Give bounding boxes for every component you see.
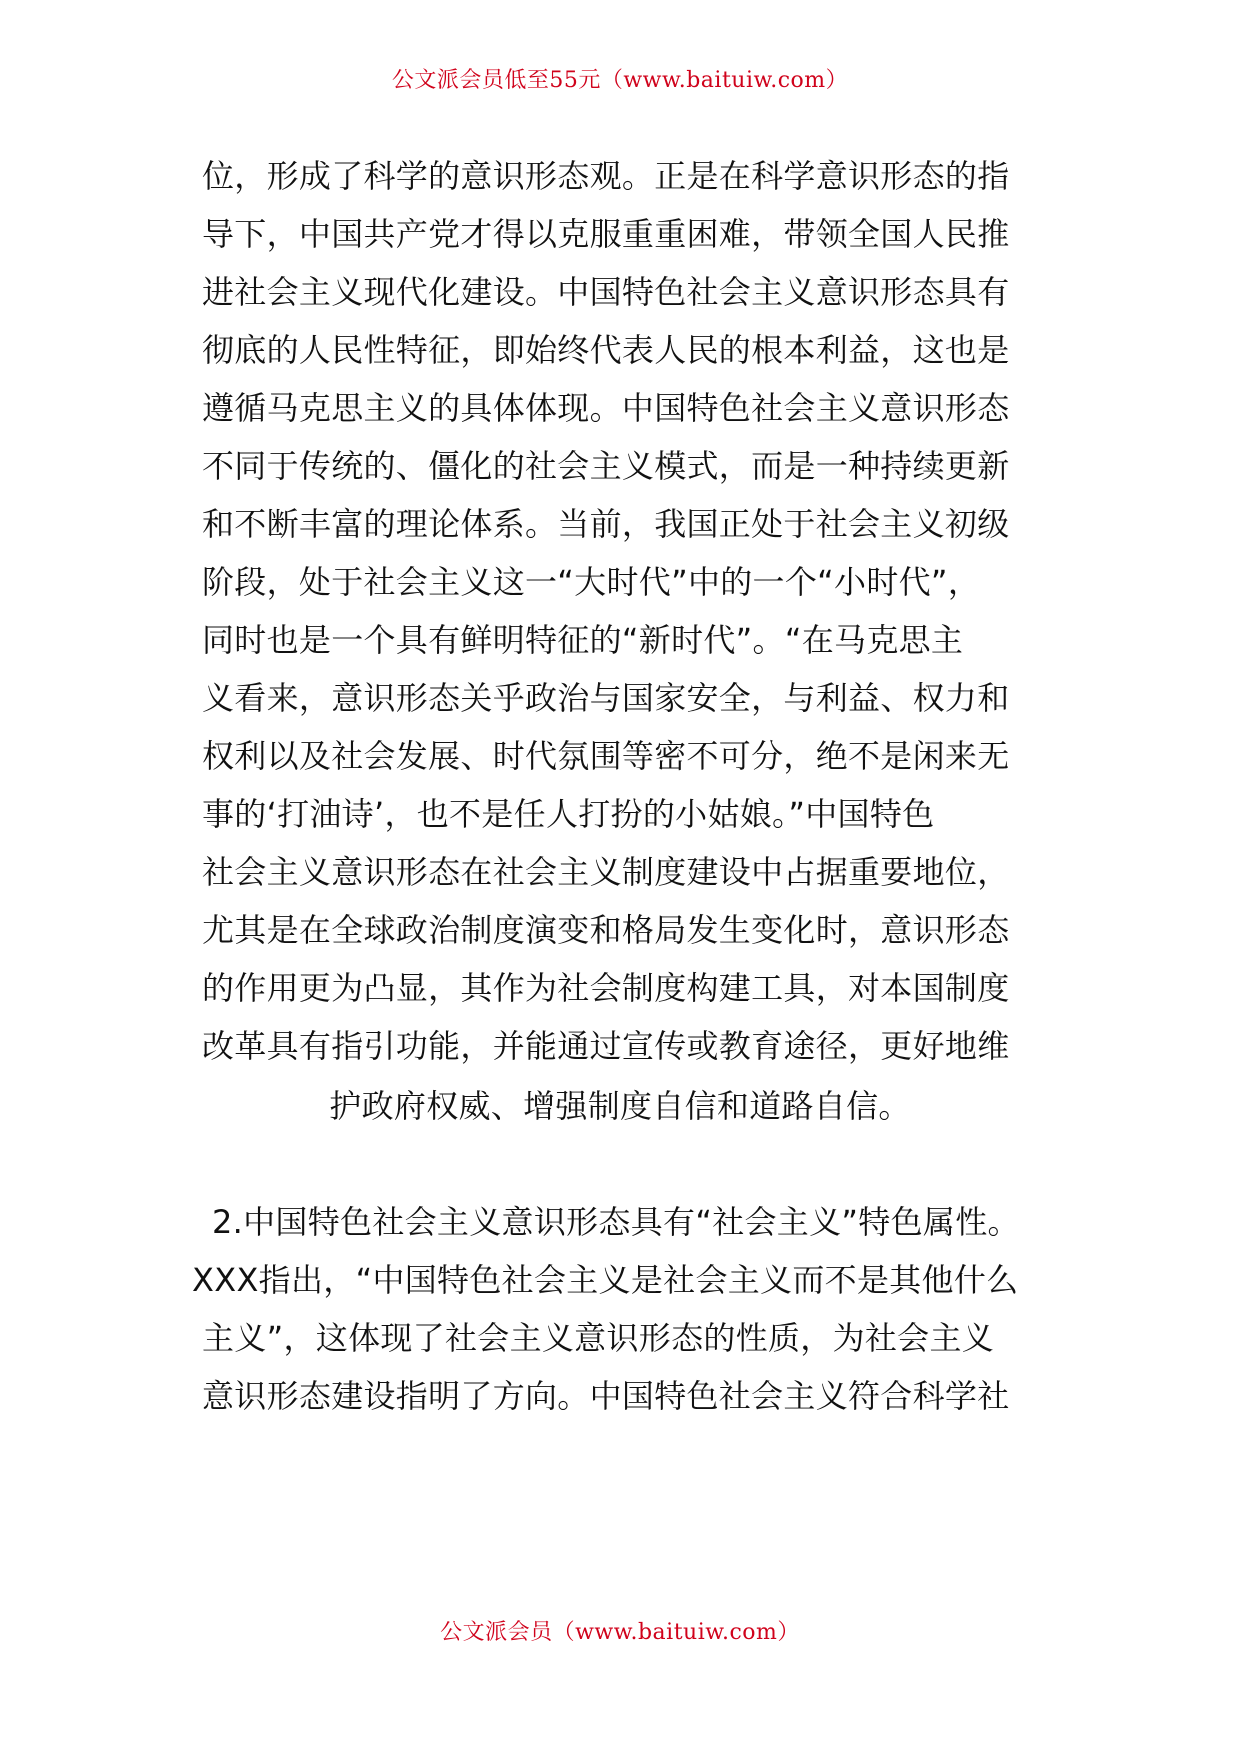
paragraph-1-line: 导下，中国共产党才得以克服重重困难，带领全国人民推 — [202, 215, 1010, 253]
paragraph-1-line: 进社会主义现代化建设。中国特色社会主义意识形态具有 — [202, 273, 1010, 311]
paragraph-1-line: 权利以及社会发展、时代氛围等密不可分，绝不是闲来无 — [202, 737, 1010, 775]
paragraph-2-line: 意识形态建设指明了方向。中国特色社会主义符合科学社 — [202, 1377, 1010, 1415]
paragraph-1-line: 不同于传统的、僵化的社会主义模式，而是一种持续更新 — [202, 447, 1010, 485]
paragraph-1-line: 彻底的人民性特征，即始终代表人民的根本利益，这也是 — [202, 331, 1010, 369]
paragraph-1-last-line: 护政府权威、增强制度自信和道路自信。 — [329, 1087, 911, 1125]
paragraph-1-line: 位，形成了科学的意识形态观。正是在科学意识形态的指 — [202, 157, 1010, 195]
paragraph-2-line: XXX指出，“中国特色社会主义是社会主义而不是其他什么 — [192, 1261, 1019, 1299]
paragraph-1-line: 社会主义意识形态在社会主义制度建设中占据重要地位， — [202, 853, 1010, 891]
paragraph-1-line: 事的‘打油诗’，也不是任人打扮的小姑娘。”中国特色 — [202, 795, 935, 833]
paragraph-2-line: 2.中国特色社会主义意识形态具有“社会主义”特色属性。 — [212, 1203, 1020, 1241]
paragraph-2-line: 主义”，这体现了社会主义意识形态的性质，为社会主义 — [202, 1319, 995, 1357]
paragraph-1-line: 的作用更为凸显，其作为社会制度构建工具，对本国制度 — [202, 969, 1010, 1007]
paragraph-1-line: 尤其是在全球政治制度演变和格局发生变化时，意识形态 — [202, 911, 1010, 949]
paragraph-1-line: 阶段，处于社会主义这一“大时代”中的一个“小时代”， — [202, 563, 981, 601]
paragraph-1-line: 和不断丰富的理论体系。当前，我国正处于社会主义初级 — [202, 505, 1010, 543]
paragraph-1-line: 同时也是一个具有鲜明特征的“新时代”。“在马克思主 — [202, 621, 964, 659]
paragraph-1-line: 义看来，意识形态关乎政治与国家安全，与利益、权力和 — [202, 679, 1010, 717]
footer-watermark: 公文派会员（www.baituiw.com） — [440, 1620, 800, 1645]
paragraph-1-line: 遵循马克思主义的具体体现。中国特色社会主义意识形态 — [202, 389, 1010, 427]
header-watermark: 公文派会员低至55元（www.baituiw.com） — [391, 68, 849, 93]
paragraph-1-line: 改革具有指引功能，并能通过宣传或教育途径，更好地维 — [202, 1027, 1010, 1065]
